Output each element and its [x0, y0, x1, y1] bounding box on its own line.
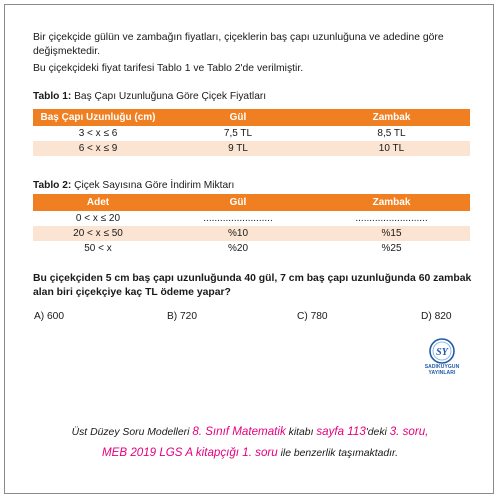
table2-caption-label: Tablo 2:	[33, 180, 72, 191]
choice-c[interactable]: C) 780	[297, 311, 328, 322]
table-cell: 7,5 TL	[163, 126, 313, 141]
table-row	[33, 241, 470, 256]
table-cell: 10 TL	[313, 141, 470, 156]
logo-line-1: SADIKUYGUN	[424, 364, 460, 370]
table-header-row	[33, 194, 470, 211]
footer-exam-ref: MEB 2019 LGS A kitapçığı 1. soru	[101, 446, 278, 459]
logo-mark-text: SY	[436, 347, 448, 358]
column-header: Gül	[163, 109, 313, 126]
footer-question-ref: 3. soru,	[389, 425, 429, 438]
choice-b[interactable]: B) 720	[167, 311, 198, 322]
choice-d[interactable]: D) 820	[421, 311, 452, 322]
column-header: Zambak	[313, 109, 470, 126]
column-header: Zambak	[313, 194, 470, 211]
table-cell: 6 < x ≤ 9	[33, 141, 163, 156]
table-cell: %15	[313, 226, 470, 241]
intro-line-1: Bir çiçekçide gülün ve zambağın fiyatları, çiçeklerin baş çapı uzunluğuna ve adedine göre değişmektedir.	[33, 32, 444, 57]
table-cell: 0 < x ≤ 20	[33, 211, 163, 226]
footer-text: 'deki	[365, 427, 390, 438]
footer-line-2	[0, 446, 500, 459]
table2-caption-text: Çiçek Sayısına Göre İndirim Miktarı	[71, 180, 235, 191]
table-row	[33, 226, 470, 241]
table1-caption	[33, 91, 266, 102]
table-cell: %10	[163, 226, 313, 241]
table1-caption-label: Tablo 1:	[33, 91, 72, 102]
discount-table	[33, 194, 470, 256]
table-cell: 8,5 TL	[313, 126, 470, 141]
logo-line-2: YAYINLARI	[428, 370, 456, 376]
table2-caption	[33, 180, 234, 191]
column-header: Adet	[33, 194, 163, 211]
publisher-logo-icon	[429, 338, 455, 364]
intro-line-2: Bu çiçekçideki fiyat tarifesi Tablo 1 ve Tablo 2'de verilmiştir.	[33, 63, 304, 74]
table1-caption-text: Baş Çapı Uzunluğuna Göre Çiçek Fiyatları	[71, 91, 267, 102]
table-cell: %20	[163, 241, 313, 256]
table-cell: .........................	[163, 211, 313, 226]
footer-text: kitabı	[285, 427, 317, 438]
choice-a[interactable]: A) 600	[34, 311, 65, 322]
table-row	[33, 211, 470, 226]
table-cell: ..........................	[313, 211, 470, 226]
column-header: Gül	[163, 194, 313, 211]
footer-book-title: 8. Sınıf Matematik	[192, 425, 286, 438]
intro-text	[33, 31, 473, 76]
table-row	[33, 126, 470, 141]
footer-text: ile benzerlik taşımaktadır.	[277, 448, 399, 459]
table-cell: 20 < x ≤ 50	[33, 226, 163, 241]
column-header: Baş Çapı Uzunluğu (cm)	[33, 109, 163, 126]
footer-page-ref: sayfa 113	[316, 425, 366, 438]
table-cell: %25	[313, 241, 470, 256]
table-cell: 3 < x ≤ 6	[33, 126, 163, 141]
footer-text: Üst Düzey Soru Modelleri	[71, 427, 193, 438]
table-header-row	[33, 109, 470, 126]
table-cell: 9 TL	[163, 141, 313, 156]
table-row	[33, 141, 470, 156]
question-text: Bu çiçekçiden 5 cm baş çapı uzunluğunda 40 gül, 7 cm baş çapı uzunluğunda 60 zambak alan biri çiçekçiye kaç TL ödeme yapar?	[33, 273, 472, 298]
publisher-logo	[424, 338, 460, 376]
table-cell: 50 < x	[33, 241, 163, 256]
price-table	[33, 109, 470, 156]
footer-line-1	[0, 425, 500, 438]
